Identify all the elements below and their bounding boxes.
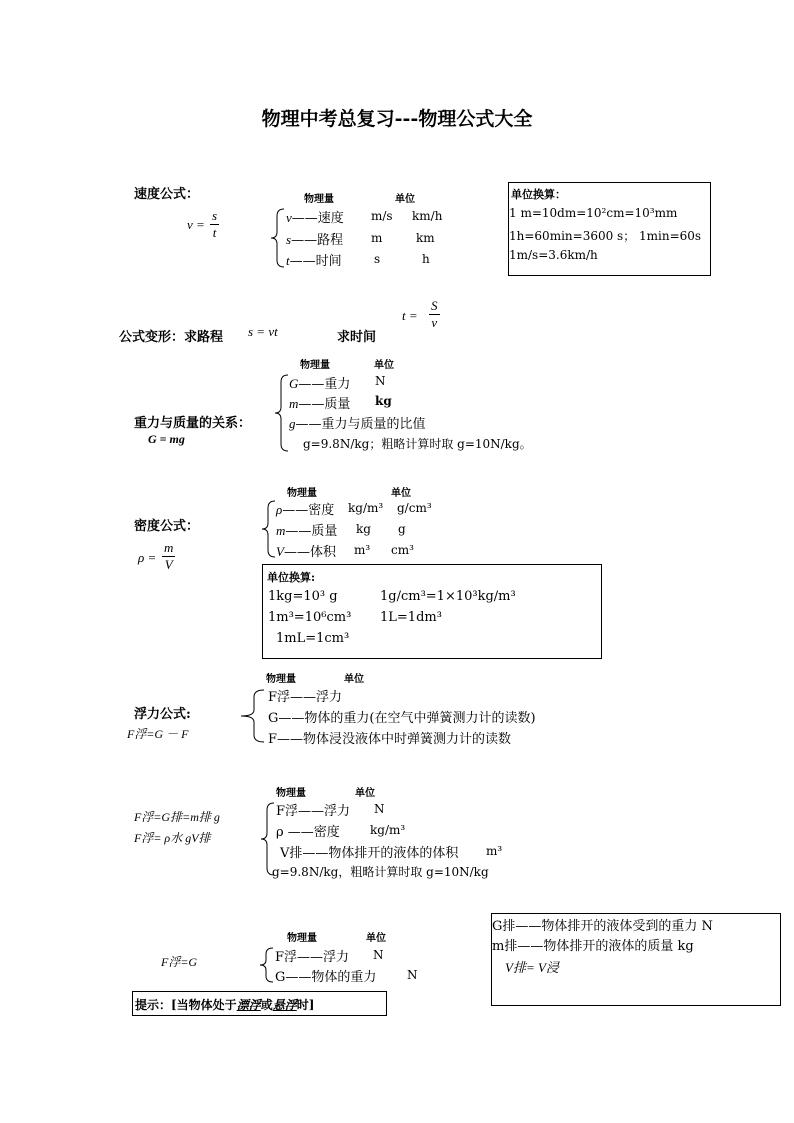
density-fraction-den: V bbox=[164, 557, 173, 572]
buoyancy2-row-0: F浮——浮力 bbox=[276, 804, 351, 819]
density-row-rho-unit1: kg/m³ bbox=[348, 501, 384, 515]
gravity-col-qty: 物理量 bbox=[300, 360, 330, 371]
velocity-formula-lhs: v = bbox=[187, 217, 205, 232]
time-fraction-num: S bbox=[431, 298, 438, 313]
displaced-line-3: V排= V浸 bbox=[505, 960, 559, 975]
density-heading: 密度公式： bbox=[134, 519, 200, 534]
buoyancy3-row-0-unit: N bbox=[373, 948, 384, 962]
density-row-m-unit1: kg bbox=[356, 522, 371, 536]
density-row-rho-unit2: g/cm³ bbox=[397, 501, 432, 515]
density-conversion-title: 单位换算: bbox=[267, 571, 316, 584]
buoyancy1-heading: 浮力公式: bbox=[134, 707, 191, 722]
time-fraction-den: v bbox=[431, 315, 438, 330]
velocity-fraction-num: s bbox=[212, 208, 218, 223]
density-row-v-unit1: m³ bbox=[354, 543, 371, 557]
buoyancy2-formula-2: F浮= ρ水 gV排 bbox=[134, 831, 211, 845]
density-row-m: m——质量 bbox=[276, 523, 338, 539]
buoyancy2-col-unit: 单位 bbox=[355, 788, 375, 799]
buoyancy2-row-1: ρ ——密度 bbox=[276, 825, 340, 840]
buoyancy3-col-unit: 单位 bbox=[366, 933, 386, 944]
velocity-conversion-2: 1h=60min=3600 s； 1min=60s bbox=[509, 229, 702, 243]
density-conv-2a: 1m³=10⁶cm³ bbox=[268, 610, 352, 625]
gravity-row-m: m——质量 bbox=[289, 396, 351, 412]
gravity-heading: 重力与质量的关系： bbox=[134, 416, 252, 431]
buoyancy3-formula: F浮=G bbox=[161, 955, 198, 969]
gravity-row-g-unit: N bbox=[375, 374, 386, 388]
density-fraction-num: m bbox=[164, 540, 174, 555]
velocity-row-t: t——时间 bbox=[286, 253, 342, 269]
velocity-row-t-unit2: h bbox=[422, 252, 430, 266]
density-conv-1b: 1g/cm³=1×10³kg/m³ bbox=[380, 589, 516, 604]
velocity-fraction bbox=[210, 208, 219, 241]
density-row-m-unit2: g bbox=[398, 522, 406, 536]
buoyancy2-note: g=9.8N/kg，粗略计算时取 g=10N/kg bbox=[272, 865, 489, 879]
page-title: 物理中考总复习---物理公式大全 bbox=[261, 108, 533, 130]
density-row-v-unit2: cm³ bbox=[391, 543, 414, 557]
density-conv-2b: 1L=1dm³ bbox=[380, 610, 442, 625]
buoyancy2-row-1-unit: kg/m³ bbox=[370, 823, 406, 837]
velocity-brace bbox=[270, 208, 286, 268]
buoyancy3-brace bbox=[259, 947, 275, 983]
velocity-row-v-unit1: m/s bbox=[371, 209, 393, 223]
density-conv-1a: 1kg=10³ g bbox=[268, 589, 338, 604]
velocity-row-s: s——路程 bbox=[286, 232, 344, 248]
gravity-col-unit: 单位 bbox=[374, 360, 394, 371]
density-row-v: V——体积 bbox=[276, 544, 336, 560]
buoyancy1-row-1: G——物体的重力(在空气中弹簧测力计的读数) bbox=[268, 711, 536, 726]
buoyancy1-row-0: F浮——浮力 bbox=[268, 690, 343, 705]
transform-label: 公式变形：求路程 bbox=[119, 330, 224, 345]
transform-formula: s = vt bbox=[248, 324, 278, 339]
gravity-brace bbox=[274, 374, 290, 452]
velocity-col-qty: 物理量 bbox=[304, 194, 334, 205]
buoyancy3-row-1: G——物体的重力 bbox=[275, 970, 377, 985]
buoyancy3-row-0: F浮——浮力 bbox=[275, 950, 350, 965]
velocity-heading: 速度公式： bbox=[134, 187, 200, 202]
velocity-row-v-unit2: km/h bbox=[412, 209, 443, 223]
tip-text: 提示：[当物体处于漂浮或悬浮时] bbox=[135, 998, 315, 1012]
density-row-rho: ρ——密度 bbox=[276, 502, 335, 518]
velocity-conversion-1: 1 m=10dm=10²cm=10³mm bbox=[509, 206, 678, 220]
buoyancy1-row-2: F——物体浸没液体中时弹簧测力计的读数 bbox=[268, 732, 512, 747]
velocity-fraction-den: t bbox=[212, 225, 217, 240]
gravity-row-g: G——重力 bbox=[289, 376, 351, 392]
density-conv-3: 1mL=1cm³ bbox=[276, 631, 350, 646]
velocity-row-v: v——速度 bbox=[286, 210, 344, 226]
density-brace bbox=[261, 500, 277, 558]
density-col-qty: 物理量 bbox=[287, 488, 317, 499]
time-label: 求时间 bbox=[337, 330, 377, 345]
gravity-formula: G = mg bbox=[148, 432, 185, 446]
buoyancy2-row-2: V排——物体排开的液体的体积 bbox=[280, 846, 459, 861]
gravity-note: g=9.8N/kg；粗略计算时取 g=10N/kg。 bbox=[303, 437, 532, 451]
density-fraction bbox=[162, 540, 175, 573]
buoyancy2-row-2-unit: m³ bbox=[486, 844, 503, 858]
density-formula-lhs: ρ = bbox=[138, 550, 157, 565]
displaced-line-2: m排——物体排开的液体的质量 kg bbox=[492, 939, 694, 954]
buoyancy1-col-qty: 物理量 bbox=[266, 674, 296, 685]
buoyancy1-formula: F浮=G － F bbox=[127, 727, 189, 741]
time-fraction bbox=[429, 298, 440, 331]
density-col-unit: 单位 bbox=[391, 488, 411, 499]
displaced-line-1: G排——物体排开的液体受到的重力 N bbox=[492, 919, 713, 934]
velocity-row-t-unit1: s bbox=[374, 252, 381, 266]
buoyancy2-row-0-unit: N bbox=[374, 802, 385, 816]
buoyancy3-row-1-unit: N bbox=[407, 968, 418, 982]
buoyancy2-col-qty: 物理量 bbox=[276, 788, 306, 799]
gravity-row-gratio: g——重力与质量的比值 bbox=[289, 416, 426, 432]
time-formula-lhs: t = bbox=[402, 308, 418, 323]
buoyancy1-brace bbox=[240, 689, 266, 743]
buoyancy1-col-unit: 单位 bbox=[344, 674, 364, 685]
velocity-conversion-title: 单位换算： bbox=[511, 188, 566, 201]
velocity-col-unit: 单位 bbox=[395, 194, 415, 205]
buoyancy2-formula-1: F浮=G排=m排 g bbox=[134, 810, 220, 824]
velocity-row-s-unit2: km bbox=[416, 231, 435, 245]
buoyancy3-col-qty: 物理量 bbox=[287, 933, 317, 944]
velocity-row-s-unit1: m bbox=[371, 231, 383, 245]
velocity-conversion-3: 1m/s=3.6km/h bbox=[509, 248, 598, 262]
gravity-row-m-unit: kg bbox=[375, 394, 392, 408]
